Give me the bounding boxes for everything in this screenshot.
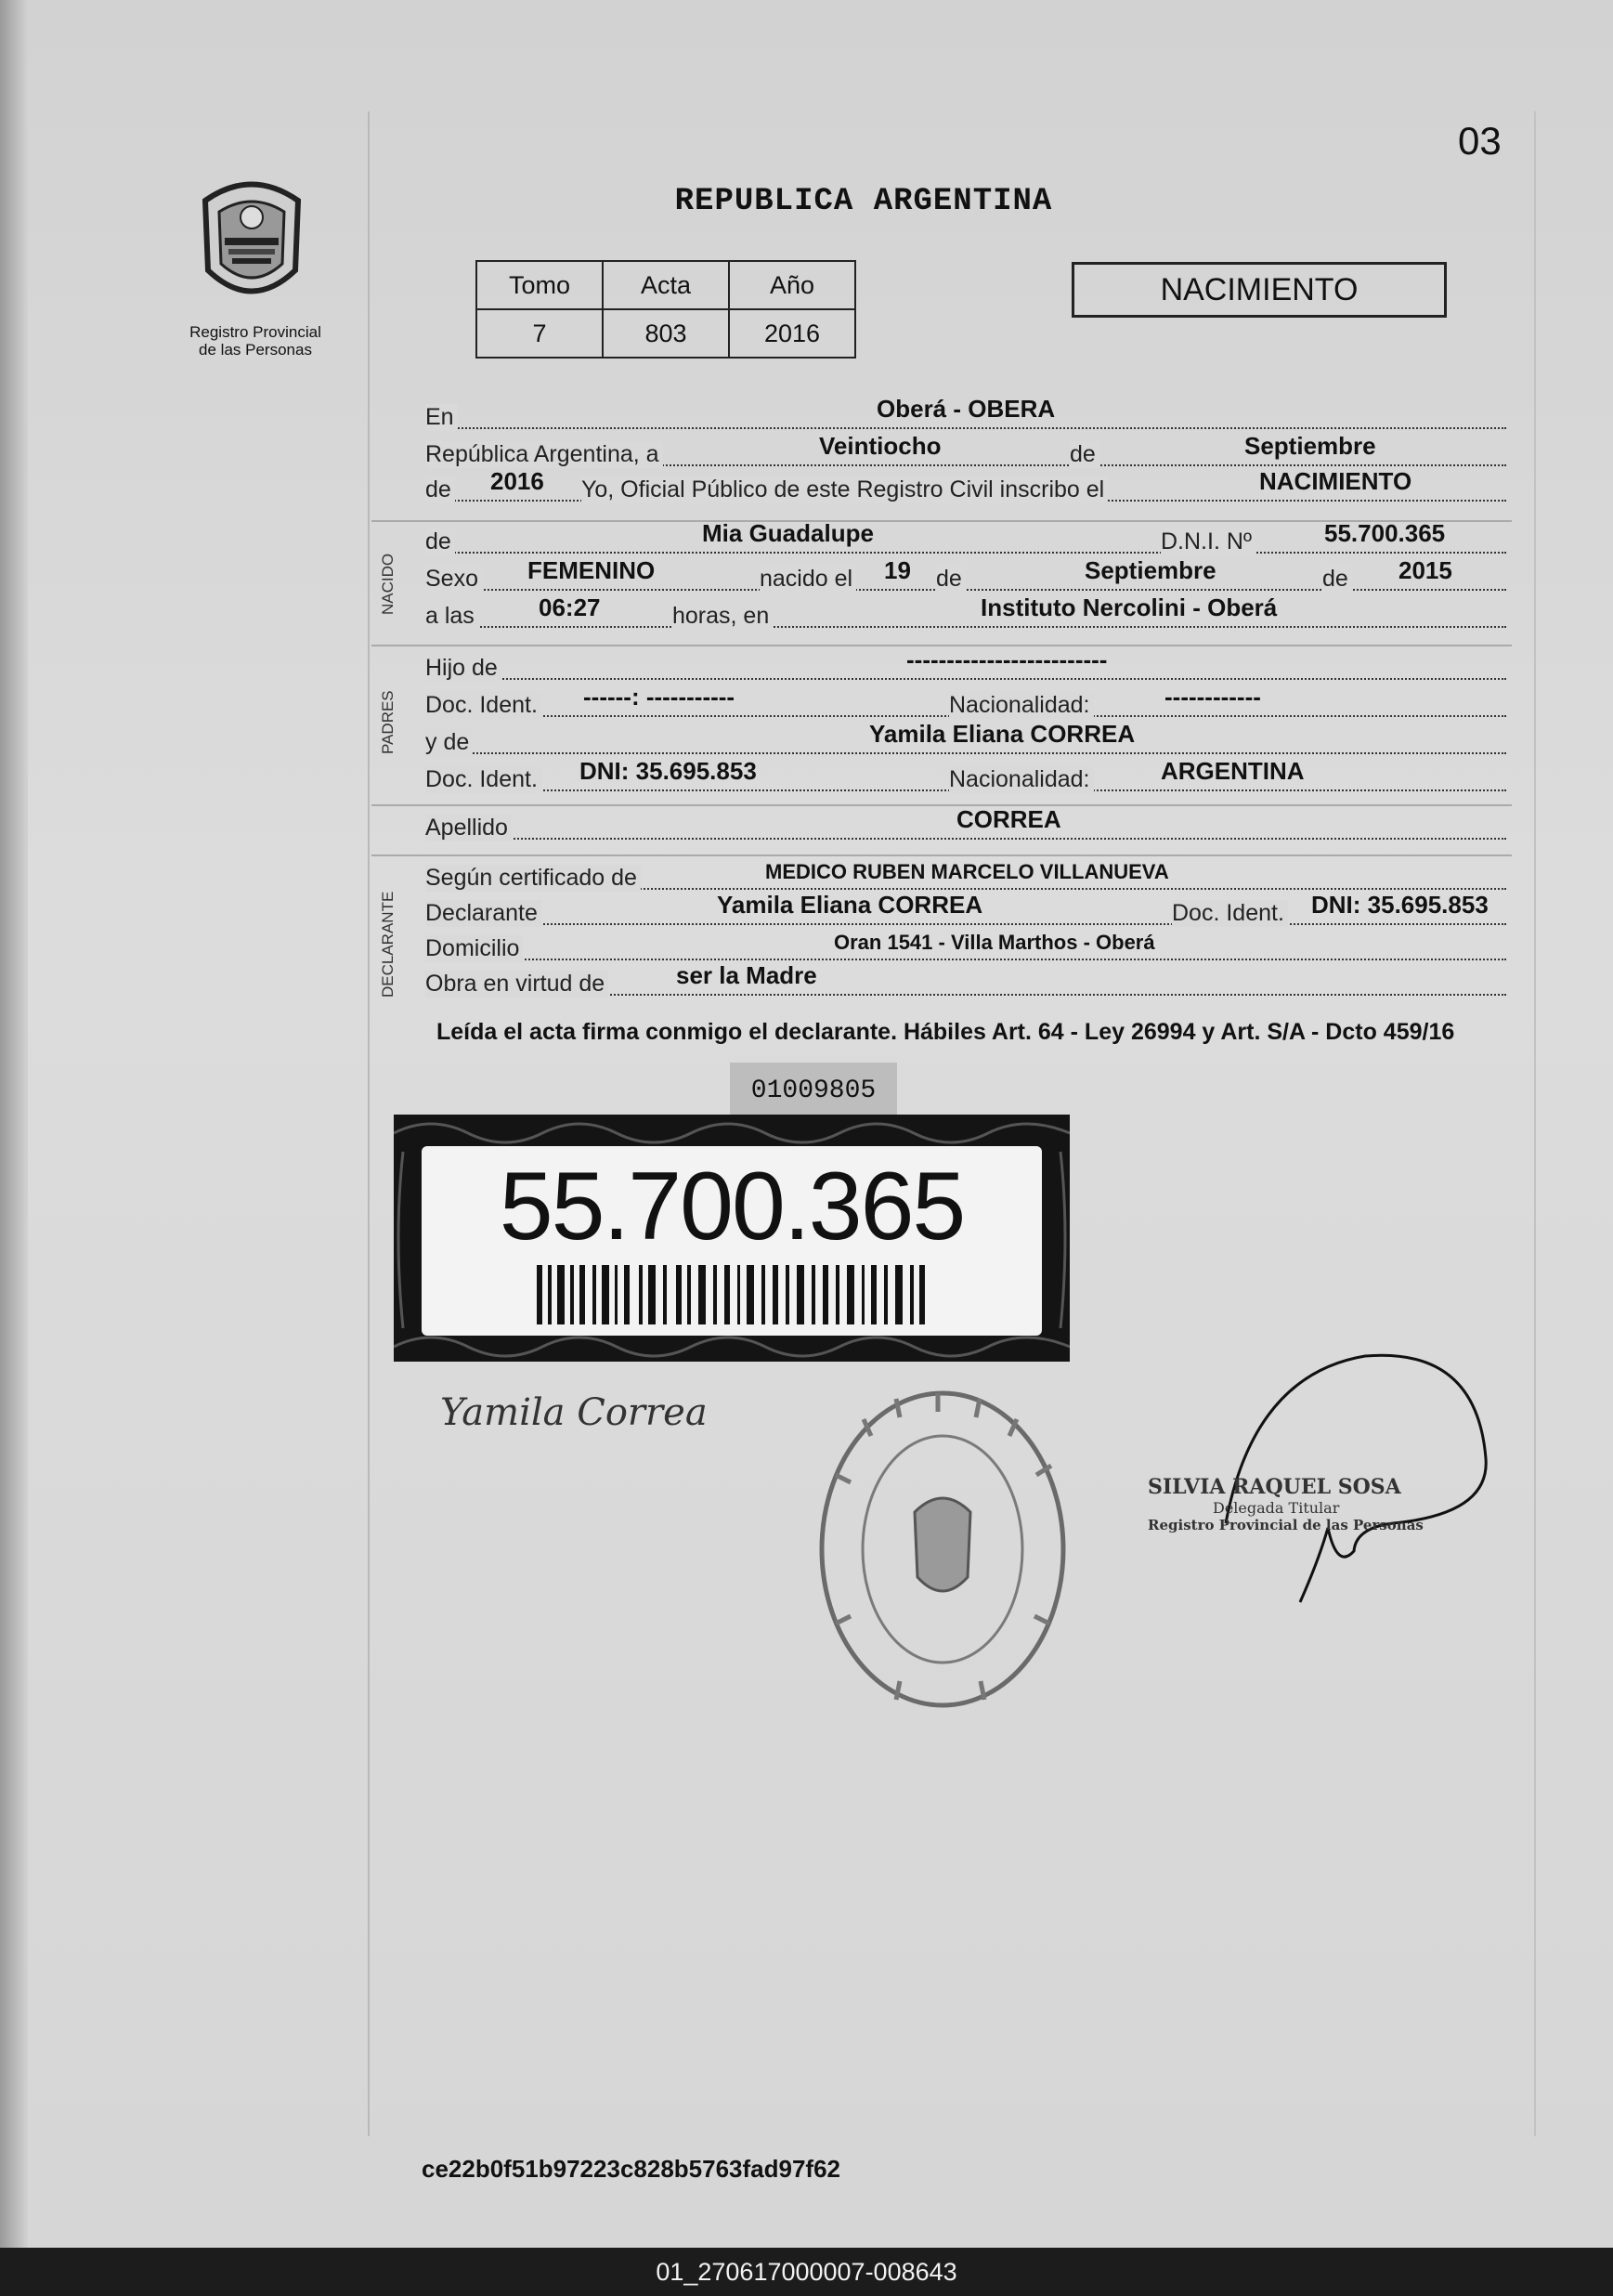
section-label-padres: PADRES — [379, 690, 397, 754]
label-nac1: Nacionalidad: — [949, 692, 1094, 719]
value-place: Oberá - OBERA — [877, 395, 1056, 423]
value-day: Veintiocho — [819, 432, 942, 460]
section-rule-declarante — [371, 854, 1512, 856]
label-horas: horas, en — [672, 603, 773, 630]
header-tomo: Tomo — [476, 261, 603, 309]
row-address — [425, 931, 1506, 966]
value-child-dni: 55.700.365 — [1324, 519, 1446, 547]
registry-name — [167, 323, 344, 359]
row-time — [425, 594, 1506, 633]
value-birth-year: 2015 — [1398, 556, 1452, 584]
value-birth-day: 19 — [884, 556, 911, 584]
label-sexo: Sexo — [425, 566, 482, 593]
value-time: 06:27 — [539, 594, 601, 621]
row-declarant — [425, 891, 1506, 931]
value-mother: Yamila Eliana CORREA — [869, 720, 1136, 748]
page-edge-shadow — [0, 0, 28, 2248]
value-birth-place: Instituto Nercolini - Oberá — [981, 594, 1278, 621]
row-capacity — [425, 961, 1506, 1001]
value-mother-doc: DNI: 35.695.853 — [579, 757, 757, 785]
label-de3: de — [425, 528, 455, 555]
serial-number-stamp: 01009805 — [730, 1063, 897, 1120]
section-label-nacido: NACIDO — [379, 553, 397, 615]
label-yde: y de — [425, 729, 473, 756]
sticker-panel — [422, 1146, 1042, 1336]
label-certificado: Según certificado de — [425, 865, 641, 892]
value-sex: FEMENINO — [527, 556, 656, 584]
row-year — [425, 467, 1506, 507]
label-domicilio: Domicilio — [425, 935, 523, 962]
footer-id: 01_270617000007-008643 — [0, 2248, 1613, 2296]
value-father-nationality: ------------ — [1164, 683, 1261, 711]
row-place — [425, 395, 1506, 435]
declarant-handwritten-signature: Yamila Correa — [440, 1391, 708, 1434]
label-de2: de — [425, 476, 455, 503]
row-surname — [425, 805, 1506, 845]
registry-name-line1: Registro Provincial — [189, 323, 321, 341]
official-role: Delegada Titular — [1213, 1499, 1340, 1517]
label-doc2: Doc. Ident. — [425, 766, 541, 793]
official-name: SILVIA RAQUEL SOSA — [1148, 1475, 1401, 1499]
record-type-box: NACIMIENTO — [1072, 262, 1447, 318]
row-father-doc — [425, 683, 1506, 723]
label-doc3: Doc. Ident. — [1172, 900, 1288, 927]
barcode-icon — [537, 1265, 927, 1324]
identity-number-sticker — [394, 1115, 1070, 1362]
section-label-declarante: DECLARANTE — [379, 891, 397, 998]
value-certificate: MEDICO RUBEN MARCELO VILLANUEVA — [765, 860, 1169, 883]
label-dni: D.N.I. Nº — [1161, 528, 1255, 555]
official-seal-stamp-icon — [808, 1382, 1077, 1716]
value-surname: CORREA — [956, 805, 1061, 833]
value-inscribo: NACIMIENTO — [1259, 467, 1412, 495]
section-rule-apellido — [371, 804, 1512, 806]
value-address: Oran 1541 - Villa Marthos - Oberá — [834, 931, 1155, 954]
row-name — [425, 519, 1506, 559]
value-anio: 2016 — [729, 309, 855, 358]
left-margin-rule — [368, 111, 370, 2136]
label-de5: de — [1322, 566, 1352, 593]
row-mother — [425, 720, 1506, 760]
value-declarant: Yamila Eliana CORREA — [717, 891, 983, 919]
official-office: Registro Provincial de las Personas — [1148, 1517, 1424, 1533]
official-signature-icon — [1114, 1337, 1504, 1607]
province-emblem-icon — [191, 173, 312, 312]
label-hijo: Hijo de — [425, 655, 501, 682]
label-doc1: Doc. Ident. — [425, 692, 541, 719]
row-sex — [425, 556, 1506, 596]
row-father — [425, 646, 1506, 685]
document-hash: ce22b0f51b97223c828b5763fad97f62 — [422, 2155, 841, 2183]
header-anio: Año — [729, 261, 855, 309]
value-child-name: Mia Guadalupe — [702, 519, 874, 547]
row-mother-doc — [425, 757, 1506, 797]
record-reference-table — [475, 260, 856, 359]
value-mother-nationality: ARGENTINA — [1161, 757, 1305, 785]
value-capacity: ser la Madre — [676, 961, 817, 989]
right-margin-rule — [1534, 111, 1536, 2136]
label-nac2: Nacionalidad: — [949, 766, 1094, 793]
label-de1: de — [1070, 441, 1099, 468]
label-republica: República Argentina, a — [425, 441, 663, 468]
label-de4: de — [936, 566, 966, 593]
sticker-number: 55.700.365 — [499, 1153, 965, 1260]
page-number: 03 — [1458, 119, 1502, 163]
value-birth-month: Septiembre — [1085, 556, 1216, 584]
label-inscribo: Yo, Oficial Público de este Registro Civil inscribo el — [581, 476, 1108, 503]
label-declarante: Declarante — [425, 900, 541, 927]
label-alas: a las — [425, 603, 478, 630]
registry-name-line2: de las Personas — [199, 341, 312, 359]
closing-statement: Leída el acta firma conmigo el declarante. Hábiles Art. 64 - Ley 26994 y Art. S/A - Dcto 459/16 — [436, 1019, 1455, 1045]
official-signatory-block — [1148, 1475, 1482, 1533]
value-father: ------------------------- — [906, 646, 1108, 673]
value-year: 2016 — [490, 467, 544, 495]
label-obra: Obra en virtud de — [425, 971, 608, 998]
label-apellido: Apellido — [425, 815, 512, 841]
value-father-doc: ------: ----------- — [583, 683, 735, 711]
value-declarant-doc: DNI: 35.695.853 — [1311, 891, 1489, 919]
value-month: Septiembre — [1244, 432, 1376, 460]
value-tomo: 7 — [476, 309, 603, 358]
document-title: REPUBLICA ARGENTINA — [674, 184, 1053, 219]
label-en: En — [425, 404, 458, 431]
header-acta: Acta — [603, 261, 729, 309]
value-acta: 803 — [603, 309, 729, 358]
label-nacido: nacido el — [760, 566, 856, 593]
